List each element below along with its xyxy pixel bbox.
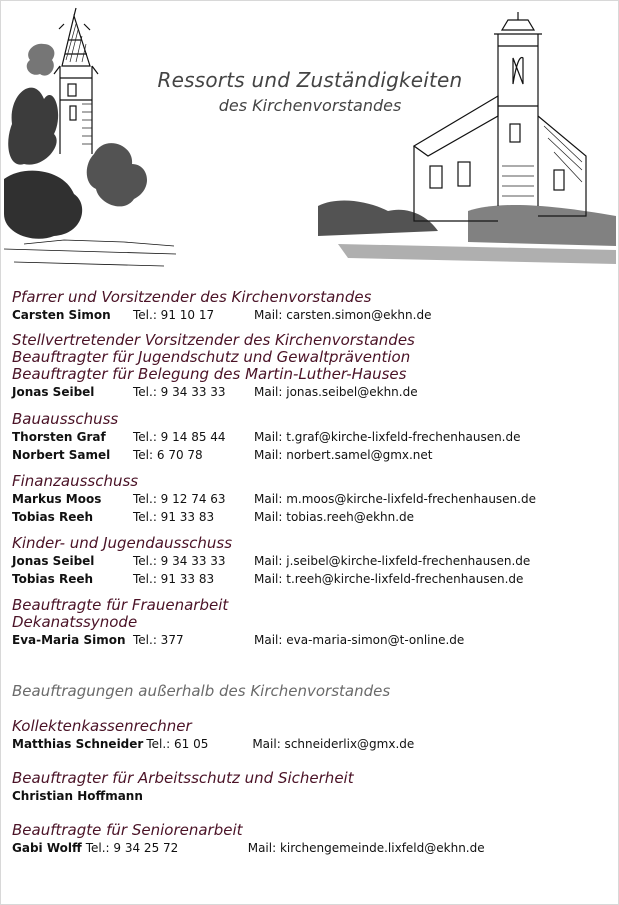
- person-name: Thorsten Graf: [12, 430, 106, 444]
- person-row: [12, 735, 612, 753]
- section-seniorenarbeit: [12, 822, 612, 857]
- person-email: Mail: kirchengemeinde.lixfeld@ekhn.de: [247, 841, 485, 855]
- responsibilities-list: [12, 289, 612, 857]
- person-name: Tobias Reeh: [12, 572, 94, 586]
- person-name: Christian Hoffmann: [12, 789, 143, 803]
- section-heading: Dekanatssynode: [12, 613, 138, 631]
- person-email: Mail: m.moos@kirche-lixfeld-frechenhausen.de: [254, 492, 536, 506]
- person-phone: Tel.: 9 34 25 72: [85, 841, 179, 855]
- person-row: [12, 490, 612, 508]
- person-email: Mail: jonas.seibel@ekhn.de: [254, 385, 418, 399]
- person-email: Mail: tobias.reeh@ekhn.de: [254, 510, 415, 524]
- person-row: [12, 446, 612, 464]
- person-row: [12, 570, 612, 588]
- section-frauenarbeit: [12, 597, 612, 649]
- person-phone: Tel: 6 70 78: [133, 448, 203, 462]
- outside-heading: Beauftragungen außerhalb des Kirchenvorstandes: [12, 682, 391, 700]
- tower-sketch-left: [4, 4, 176, 268]
- person-row: [12, 428, 612, 446]
- person-email: Mail: eva-maria-simon@t-online.de: [254, 633, 465, 647]
- person-row: [12, 306, 612, 324]
- person-email: Mail: t.graf@kirche-lixfeld-frechenhausen.de: [254, 430, 521, 444]
- person-email: Mail: t.reeh@kirche-lixfeld-frechenhausen.de: [254, 572, 524, 586]
- person-name: Markus Moos: [12, 492, 102, 506]
- person-row: [12, 552, 612, 570]
- person-name: Gabi Wolff: [12, 841, 82, 855]
- section-arbeitsschutz: [12, 770, 612, 805]
- church-sketch-right: [318, 6, 616, 274]
- person-phone: Tel.: 91 10 17: [133, 308, 215, 322]
- section-bauausschuss: [12, 411, 612, 464]
- person-name: Jonas Seibel: [12, 554, 95, 568]
- section-heading: Beauftragte für Frauenarbeit: [12, 596, 229, 614]
- section-finanzausschuss: [12, 473, 612, 526]
- person-email: Mail: norbert.samel@gmx.net: [254, 448, 433, 462]
- person-row: [12, 383, 612, 401]
- section-heading: Stellvertretender Vorsitzender des Kirchenvorstandes: [12, 331, 415, 349]
- section-heading: Bauausschuss: [12, 410, 119, 428]
- person-email: Mail: carsten.simon@ekhn.de: [254, 308, 432, 322]
- section-pfarrer: [12, 289, 612, 324]
- section-jugendausschuss: [12, 535, 612, 588]
- person-name: Jonas Seibel: [12, 385, 95, 399]
- person-name: Carsten Simon: [12, 308, 111, 322]
- page-title: Ressorts und Zuständigkeiten: [157, 68, 463, 92]
- section-heading: Pfarrer und Vorsitzender des Kirchenvorstandes: [12, 288, 372, 306]
- person-phone: Tel.: 61 05: [146, 737, 209, 751]
- person-name: Matthias Schneider: [12, 737, 144, 751]
- person-phone: Tel.: 9 14 85 44: [133, 430, 226, 444]
- page-subtitle: des Kirchenvorstandes: [218, 96, 402, 115]
- person-email: Mail: schneiderlix@gmx.de: [252, 737, 415, 751]
- section-heading: Beauftragte für Seniorenarbeit: [12, 821, 243, 839]
- person-phone: Tel.: 91 33 83: [133, 510, 215, 524]
- section-kollekte: [12, 718, 612, 753]
- person-phone: Tel.: 9 34 33 33: [133, 385, 226, 399]
- person-row: [12, 839, 612, 857]
- person-phone: Tel.: 9 12 74 63: [133, 492, 226, 506]
- person-phone: Tel.: 9 34 33 33: [133, 554, 226, 568]
- person-phone: Tel.: 377: [133, 633, 184, 647]
- person-row: [12, 631, 612, 649]
- section-heading: Kollektenkassenrechner: [12, 717, 192, 735]
- section-heading: Kinder- und Jugendausschuss: [12, 534, 233, 552]
- person-phone: Tel.: 91 33 83: [133, 572, 215, 586]
- person-name: Norbert Samel: [12, 448, 111, 462]
- person-name: Eva-Maria Simon: [12, 633, 126, 647]
- section-heading: Beauftragter für Arbeitsschutz und Sicherheit: [12, 769, 354, 787]
- section-heading: Beauftragter für Jugendschutz und Gewaltprävention: [12, 348, 411, 366]
- person-row: [12, 508, 612, 526]
- person-row: [12, 787, 612, 805]
- section-heading: Finanzausschuss: [12, 472, 139, 490]
- section-heading: Beauftragter für Belegung des Martin-Luther-Hauses: [12, 365, 407, 383]
- section-stellvertreter: [12, 332, 612, 401]
- person-name: Tobias Reeh: [12, 510, 94, 524]
- person-email: Mail: j.seibel@kirche-lixfeld-frechenhausen.de: [254, 554, 531, 568]
